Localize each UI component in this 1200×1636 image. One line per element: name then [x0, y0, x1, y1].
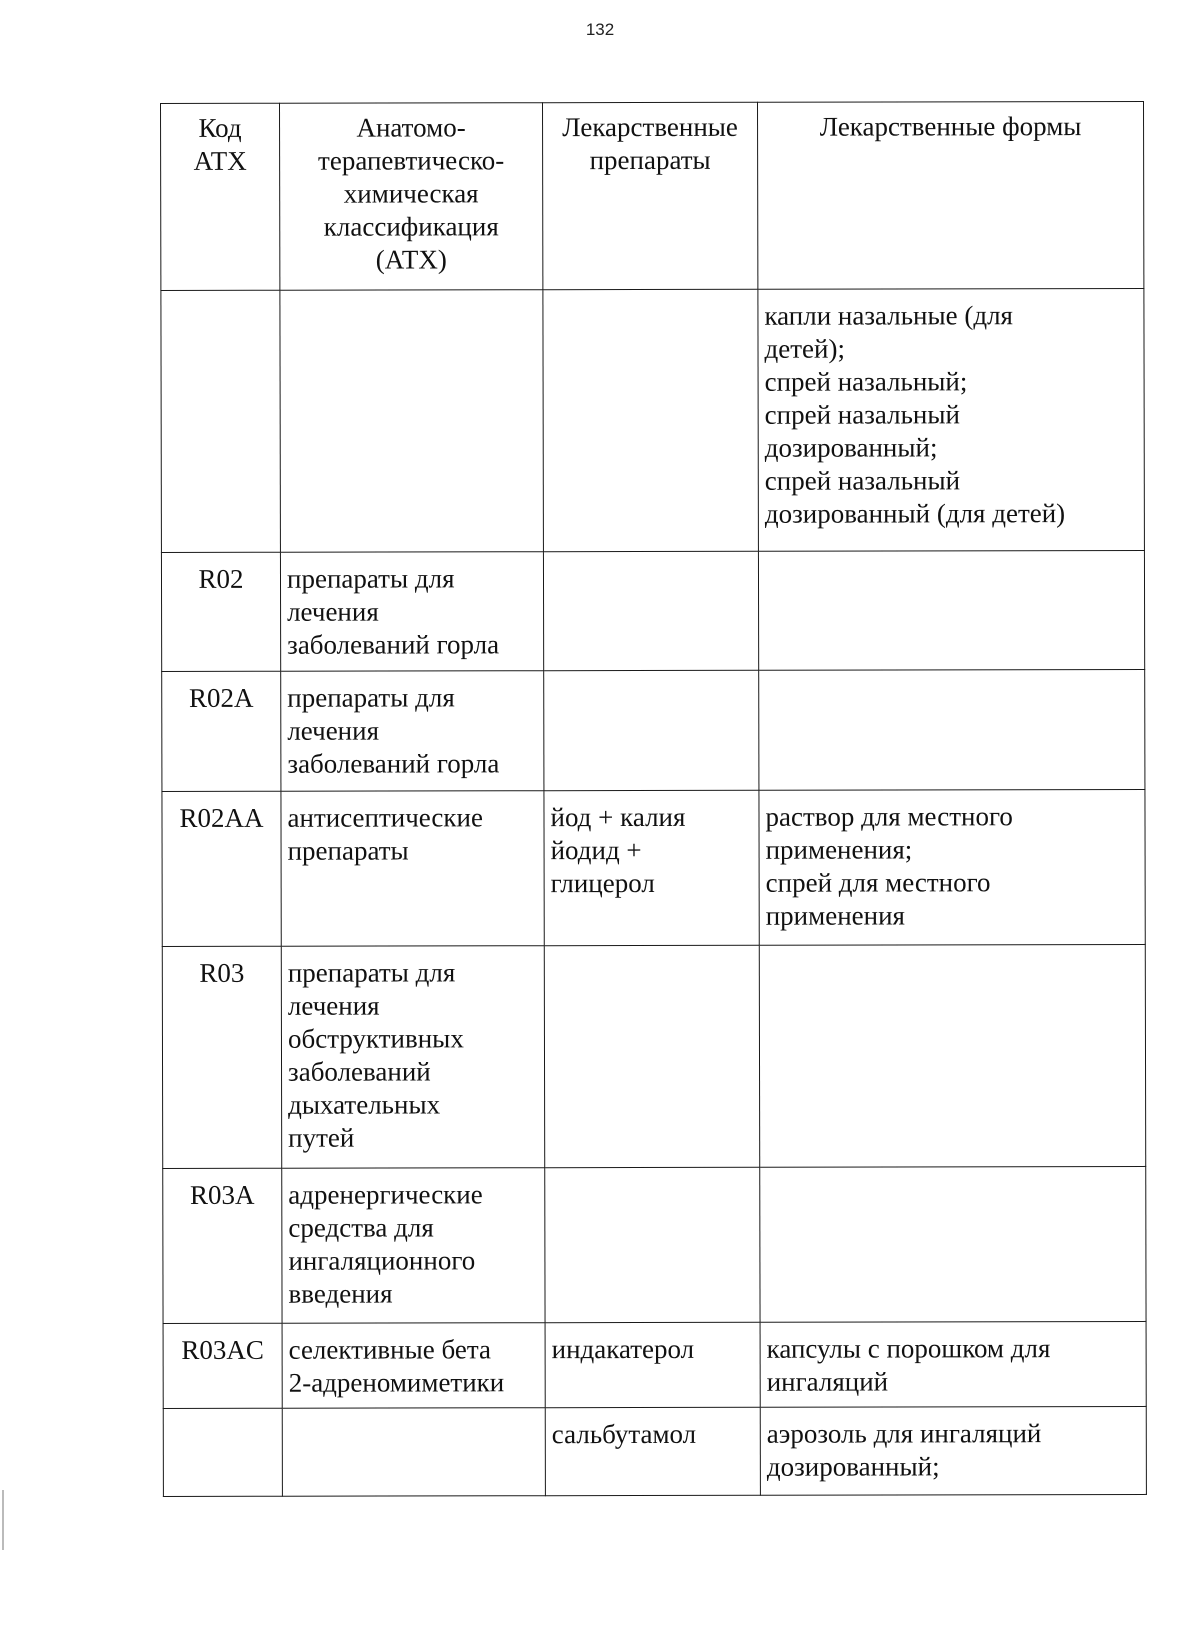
classification-cell: [282, 1408, 545, 1497]
atc-table: [160, 101, 1147, 1497]
drug-cell: [545, 1167, 760, 1322]
table-row: [163, 1321, 1146, 1408]
drug-cell: индакатерол: [545, 1322, 760, 1407]
drug-cell: [544, 945, 759, 1167]
atc-code-cell: R02A: [162, 671, 281, 791]
table-row: [163, 1406, 1146, 1496]
table-row: [163, 1166, 1146, 1323]
atc-code-cell: [161, 290, 281, 552]
atc-code-cell: R02: [161, 552, 280, 671]
header-atc-code: Код АТХ: [161, 103, 280, 290]
classification-cell: селективные бета 2-адреномиметики: [282, 1323, 545, 1409]
dosage-forms-cell: капли назальные (для детей); спрей назальный; спрей назальный дозированный; спрей назальный дозированный (для детей): [758, 288, 1145, 551]
drug-cell: йод + калия йодид + глицерол: [544, 790, 759, 945]
table-row: [162, 944, 1145, 1168]
table-row: [162, 789, 1145, 946]
drug-cell: сальбутамол: [545, 1407, 760, 1495]
header-atc-classification: Анатомо- терапевтическо- химическая классификация (АТХ): [280, 103, 543, 291]
drug-cell: [543, 551, 758, 670]
atc-code-cell: R02AA: [162, 791, 281, 946]
header-drugs: Лекарственные препараты: [543, 102, 758, 289]
table-row: [161, 288, 1145, 552]
classification-cell: адренергические средства для ингаляционного введения: [282, 1168, 545, 1324]
dosage-forms-cell: аэрозоль для ингаляций дозированный;: [760, 1406, 1146, 1495]
atc-code-cell: R03A: [163, 1168, 282, 1323]
dosage-forms-cell: капсулы с порошком для ингаляций: [760, 1321, 1146, 1407]
atc-code-cell: R03: [162, 946, 281, 1168]
drug-cell: [543, 289, 759, 551]
atc-code-cell: [163, 1408, 282, 1496]
table-header-row: [161, 101, 1144, 290]
classification-cell: [280, 290, 544, 553]
dosage-forms-cell: [759, 669, 1145, 790]
dosage-forms-cell: [759, 944, 1145, 1167]
dosage-forms-cell: раствор для местного применения; спрей для местного применения: [759, 789, 1145, 945]
drug-cell: [544, 670, 759, 790]
dosage-forms-cell: [758, 550, 1144, 670]
dosage-forms-cell: [760, 1166, 1146, 1322]
table-row: [161, 550, 1144, 671]
classification-cell: антисептические препараты: [281, 791, 544, 947]
header-dosage-forms: Лекарственные формы: [757, 101, 1143, 289]
table-row: [162, 669, 1145, 791]
classification-cell: препараты для лечения обструктивных заболеваний дыхательных путей: [281, 946, 544, 1169]
atc-code-cell: R03AC: [163, 1323, 282, 1408]
page-number: 132: [585, 20, 615, 39]
scan-edge-mark: [2, 1490, 4, 1550]
classification-cell: препараты для лечения заболеваний горла: [281, 671, 544, 792]
classification-cell: препараты для лечения заболеваний горла: [280, 552, 543, 672]
